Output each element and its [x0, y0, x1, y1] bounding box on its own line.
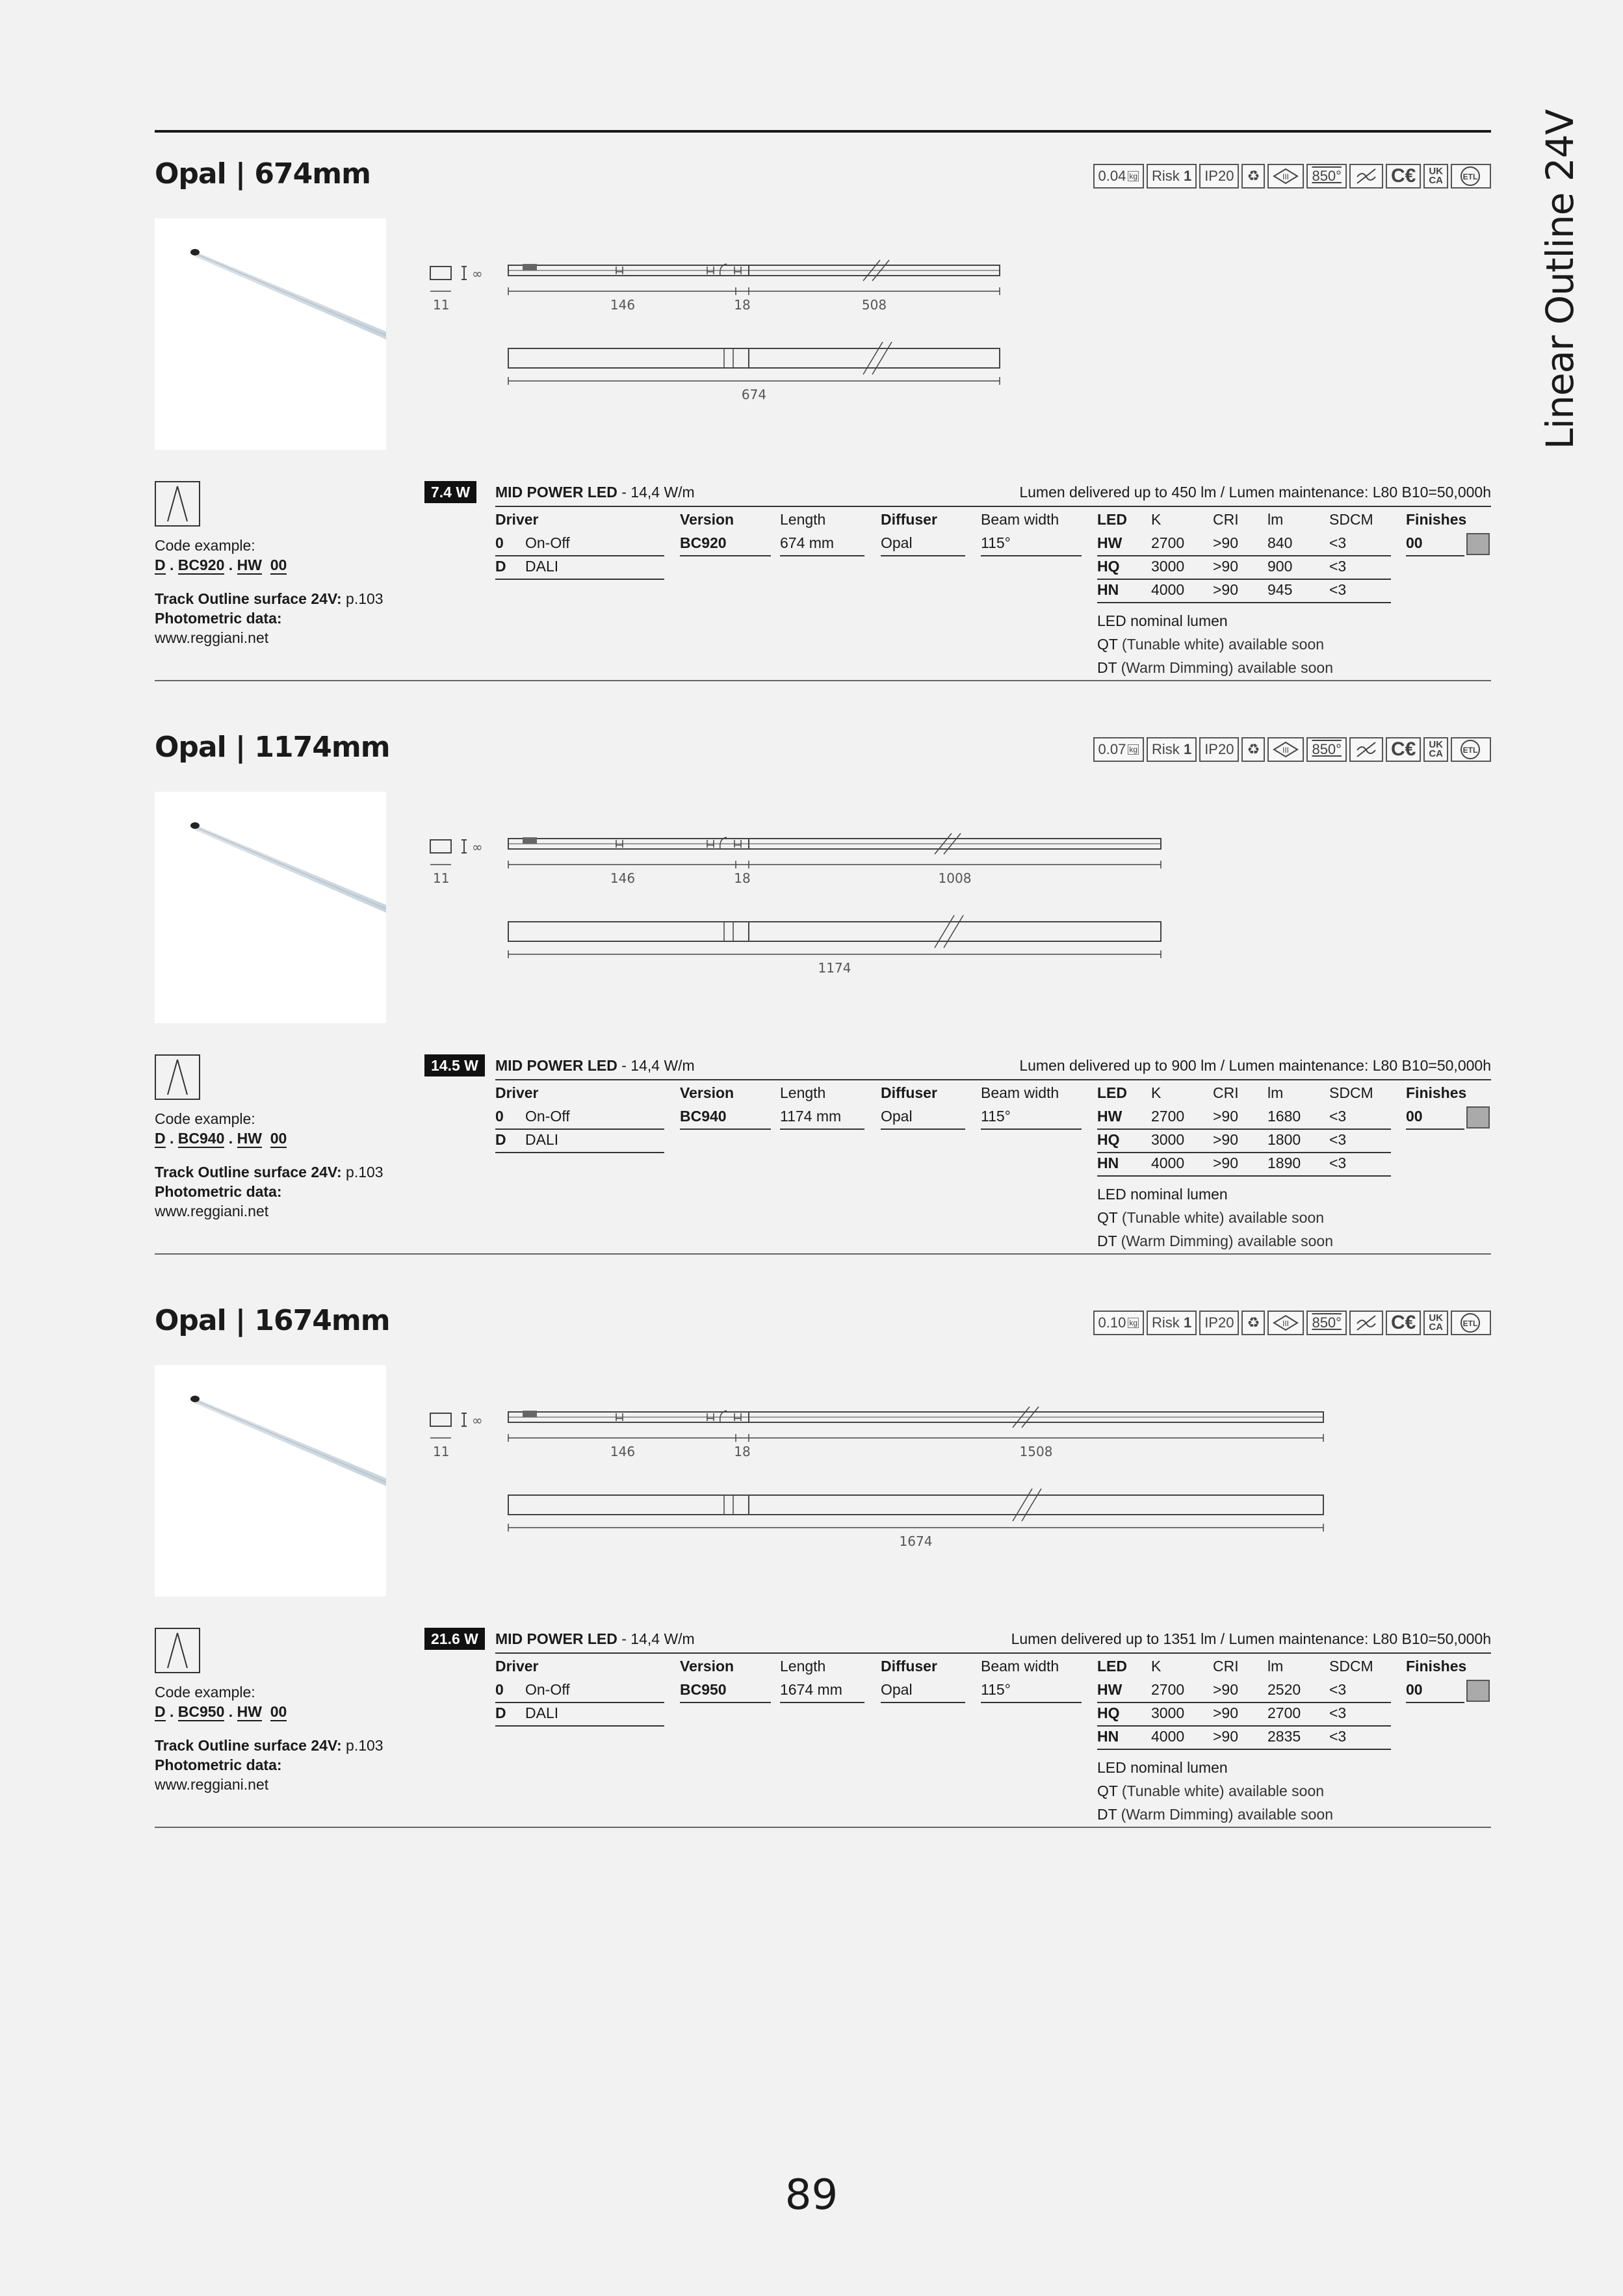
- etl-mark-icon: [1451, 164, 1491, 189]
- section-title: Opal | 1174mm: [155, 731, 390, 764]
- kelvin-value: 3000: [1151, 558, 1185, 575]
- diffuser-value: Opal: [881, 1681, 913, 1698]
- connector-icon: [523, 264, 537, 270]
- dimension-diagram: [428, 1383, 1442, 1552]
- led-code: HW: [1097, 534, 1123, 551]
- led-code: HQ: [1097, 1131, 1120, 1148]
- led-code: HN: [1097, 1155, 1119, 1171]
- kelvin-value: 4000: [1151, 1155, 1185, 1171]
- risk-badge: Risk 1: [1147, 737, 1197, 762]
- recycle-icon: ♻: [1241, 1311, 1265, 1335]
- wattage-badge: 14.5 W: [424, 1054, 485, 1076]
- no-dimmer-icon: [1349, 737, 1383, 762]
- side-title: Linear Outline 24V: [1538, 109, 1582, 450]
- code-example-block: [155, 1109, 415, 1221]
- dim-profile-width: 11: [433, 297, 450, 313]
- dim-total: 1174: [818, 960, 851, 976]
- class-iii-icon: [1267, 1311, 1304, 1335]
- recycle-icon: ♻: [1241, 164, 1265, 189]
- qt-note: QT (Tunable white) available soon: [1097, 636, 1325, 653]
- driver-code: 0: [495, 534, 504, 551]
- cri-header: CRI: [1213, 511, 1239, 528]
- dim-mid: 508: [861, 297, 887, 313]
- led-header: LED: [1097, 1084, 1127, 1101]
- driver-name: On-Off: [525, 1681, 570, 1698]
- connector-icon: [523, 1411, 537, 1417]
- lm-value: 900: [1267, 558, 1293, 575]
- website-link[interactable]: www.reggiani.net: [155, 1776, 269, 1793]
- dt-note: DT (Warm Dimming) available soon: [1097, 1233, 1333, 1249]
- lm-value: 2520: [1267, 1681, 1301, 1698]
- driver-header: Driver: [495, 511, 539, 528]
- lm-header: lm: [1267, 1658, 1284, 1675]
- led-code: HN: [1097, 1728, 1119, 1745]
- svg-text:III: III: [1282, 746, 1290, 755]
- driver-name: DALI: [525, 1704, 559, 1721]
- sdcm-value: <3: [1329, 1108, 1347, 1125]
- driver-name: On-Off: [525, 1108, 570, 1125]
- cri-value: >90: [1213, 581, 1239, 598]
- class-iii-icon: [1267, 164, 1304, 189]
- diffuser-header: Diffuser: [881, 1658, 937, 1675]
- lm-header: lm: [1267, 511, 1284, 528]
- driver-name: On-Off: [525, 534, 570, 551]
- certification-row: [1093, 1311, 1491, 1337]
- no-dimmer-icon: [1349, 164, 1383, 189]
- finishes-header: Finishes: [1406, 1084, 1467, 1101]
- photometric-label: Photometric data:: [155, 1756, 282, 1773]
- code-example-value: D . BC950 . HW 00: [155, 1703, 287, 1720]
- certification-row: [1093, 737, 1491, 763]
- lumen-info: Lumen delivered up to 900 lm / Lumen maintenance: L80 B10=50,000h: [1019, 1057, 1491, 1074]
- version-header: Version: [680, 1658, 734, 1675]
- driver-name: DALI: [525, 558, 559, 575]
- infinity-symbol: ∞: [472, 839, 483, 855]
- dim-18: 18: [734, 870, 751, 886]
- kelvin-header: K: [1151, 1084, 1162, 1101]
- driver-code: 0: [495, 1681, 504, 1698]
- kelvin-value: 3000: [1151, 1131, 1185, 1148]
- kelvin-value: 2700: [1151, 1681, 1185, 1698]
- dim-146: 146: [610, 297, 636, 313]
- dimension-diagram: [428, 237, 1442, 406]
- track-reference: Track Outline surface 24V: p.103: [155, 1737, 383, 1754]
- finishes-header: Finishes: [1406, 511, 1467, 528]
- svg-text:ETL: ETL: [1462, 172, 1478, 181]
- infinity-symbol: ∞: [472, 266, 483, 281]
- etl-mark-icon: [1451, 1311, 1491, 1335]
- dim-mid: 1508: [1019, 1444, 1053, 1459]
- product-section: [155, 706, 1491, 1278]
- photometric-label: Photometric data:: [155, 1183, 282, 1200]
- track-reference: Track Outline surface 24V: p.103: [155, 590, 383, 607]
- track-side-view: [508, 1407, 1323, 1428]
- version-code: BC940: [680, 1108, 727, 1125]
- diffuser-header: Diffuser: [881, 1084, 937, 1101]
- product-photo: [155, 218, 386, 450]
- table-top-rule: [495, 506, 1491, 507]
- section-title: Opal | 674mm: [155, 157, 370, 190]
- dim-profile-width: 11: [433, 870, 450, 886]
- track-side-view: [508, 833, 1161, 854]
- table-top-rule: [495, 1652, 1491, 1654]
- dt-note: DT (Warm Dimming) available soon: [1097, 1806, 1333, 1823]
- beam-header: Beam width: [981, 1084, 1059, 1101]
- sdcm-header: SDCM: [1329, 1084, 1373, 1101]
- product-section: [155, 133, 1491, 705]
- glow-wire-badge: 850°: [1306, 737, 1347, 762]
- code-example-value: D . BC920 . HW 00: [155, 556, 287, 573]
- photometric-label: Photometric data:: [155, 610, 282, 627]
- beam-header: Beam width: [981, 1658, 1059, 1675]
- sdcm-value: <3: [1329, 558, 1347, 575]
- sdcm-value: <3: [1329, 1704, 1347, 1721]
- lumen-info: Lumen delivered up to 450 lm / Lumen maintenance: L80 B10=50,000h: [1019, 484, 1491, 501]
- sdcm-value: <3: [1329, 1728, 1347, 1745]
- cri-value: >90: [1213, 534, 1239, 551]
- weight-badge: 0.04 kg: [1093, 164, 1145, 189]
- dim-profile-width: 11: [433, 1444, 450, 1459]
- dim-18: 18: [734, 1444, 751, 1459]
- finishes-header: Finishes: [1406, 1658, 1467, 1675]
- ip-badge: IP20: [1199, 164, 1239, 189]
- svg-text:ETL: ETL: [1462, 746, 1478, 755]
- etl-mark-icon: [1451, 737, 1491, 762]
- website-link[interactable]: www.reggiani.net: [155, 1203, 269, 1220]
- wattage-badge: 7.4 W: [424, 481, 476, 503]
- qt-note: QT (Tunable white) available soon: [1097, 1209, 1325, 1226]
- led-header: LED: [1097, 1658, 1127, 1675]
- svg-text:ETL: ETL: [1462, 1319, 1478, 1328]
- cri-value: >90: [1213, 558, 1239, 575]
- power-type: MID POWER LED - 14,4 W/m: [495, 1057, 695, 1074]
- length-value: 1674 mm: [780, 1681, 842, 1698]
- product-photo: [155, 1365, 386, 1597]
- length-header: Length: [780, 511, 826, 528]
- lm-header: lm: [1267, 1084, 1284, 1101]
- cri-value: >90: [1213, 1155, 1239, 1171]
- ip-badge: IP20: [1199, 737, 1239, 762]
- lm-value: 840: [1267, 534, 1293, 551]
- driver-name: DALI: [525, 1131, 559, 1148]
- kelvin-value: 4000: [1151, 581, 1185, 598]
- led-nominal-note: LED nominal lumen: [1097, 1759, 1228, 1776]
- class-iii-icon: [1267, 737, 1304, 762]
- lm-value: 1890: [1267, 1155, 1301, 1171]
- driver-code: D: [495, 558, 506, 575]
- weight-badge: 0.10 kg: [1093, 1311, 1145, 1335]
- ip-badge: IP20: [1199, 1311, 1239, 1335]
- infinity-symbol: ∞: [472, 1413, 483, 1428]
- finish-swatch: [1466, 533, 1490, 555]
- lm-value: 945: [1267, 581, 1293, 598]
- beam-value: 115°: [981, 1681, 1011, 1698]
- dim-total: 1674: [899, 1533, 933, 1549]
- diffuser-header: Diffuser: [881, 511, 937, 528]
- cri-value: >90: [1213, 1681, 1239, 1698]
- section-title: Opal | 1674mm: [155, 1304, 390, 1337]
- code-example-label: Code example:: [155, 1110, 255, 1127]
- driver-code: D: [495, 1704, 506, 1721]
- led-code: HW: [1097, 1108, 1123, 1125]
- sdcm-header: SDCM: [1329, 511, 1373, 528]
- driver-header: Driver: [495, 1084, 539, 1101]
- beam-shape-icon: [155, 1628, 200, 1673]
- power-type: MID POWER LED - 14,4 W/m: [495, 484, 695, 501]
- diffuser-value: Opal: [881, 1108, 913, 1125]
- led-code: HQ: [1097, 1704, 1120, 1721]
- beam-value: 115°: [981, 1108, 1011, 1125]
- glow-wire-badge: 850°: [1306, 164, 1347, 189]
- cri-header: CRI: [1213, 1658, 1239, 1675]
- section-divider: [155, 1253, 1491, 1255]
- led-nominal-note: LED nominal lumen: [1097, 1186, 1228, 1203]
- connector-icon: [523, 837, 537, 844]
- svg-text:III: III: [1282, 1319, 1290, 1328]
- led-code: HN: [1097, 581, 1119, 598]
- code-example-block: [155, 536, 415, 647]
- wattage-badge: 21.6 W: [424, 1628, 485, 1650]
- kelvin-value: 4000: [1151, 1728, 1185, 1745]
- length-header: Length: [780, 1084, 826, 1101]
- diffuser-view: [508, 1489, 1323, 1521]
- version-code: BC950: [680, 1681, 727, 1698]
- lumen-info: Lumen delivered up to 1351 lm / Lumen maintenance: L80 B10=50,000h: [1011, 1630, 1491, 1647]
- beam-shape-icon: [155, 1054, 200, 1100]
- certification-row: [1093, 164, 1491, 190]
- dim-total: 674: [741, 387, 767, 402]
- diffuser-value: Opal: [881, 534, 913, 551]
- ce-mark-icon: C€: [1386, 164, 1421, 189]
- dim-18: 18: [734, 297, 751, 313]
- product-photo: [155, 792, 386, 1023]
- page-number: 89: [785, 2171, 838, 2219]
- length-value: 674 mm: [780, 534, 835, 551]
- lm-value: 1800: [1267, 1131, 1301, 1148]
- ukca-mark-icon: UK CA: [1423, 164, 1448, 189]
- code-example-label: Code example:: [155, 1684, 255, 1701]
- cri-value: >90: [1213, 1108, 1239, 1125]
- code-example-block: [155, 1682, 415, 1794]
- risk-badge: Risk 1: [1147, 1311, 1197, 1335]
- sdcm-value: <3: [1329, 581, 1347, 598]
- cri-value: >90: [1213, 1728, 1239, 1745]
- lm-value: 2835: [1267, 1728, 1301, 1745]
- sdcm-value: <3: [1329, 1681, 1347, 1698]
- svg-text:III: III: [1282, 172, 1290, 181]
- ce-mark-icon: C€: [1386, 737, 1421, 762]
- product-section: [155, 1279, 1491, 1851]
- sdcm-value: <3: [1329, 1131, 1347, 1148]
- beam-shape-icon: [155, 481, 200, 527]
- length-value: 1174 mm: [780, 1108, 842, 1125]
- finish-code: 00: [1406, 1681, 1423, 1698]
- track-side-view: [508, 260, 1000, 281]
- glow-wire-badge: 850°: [1306, 1311, 1347, 1335]
- sdcm-value: <3: [1329, 1155, 1347, 1171]
- cri-header: CRI: [1213, 1084, 1239, 1101]
- cri-value: >90: [1213, 1704, 1239, 1721]
- led-nominal-note: LED nominal lumen: [1097, 612, 1228, 629]
- lm-value: 1680: [1267, 1108, 1301, 1125]
- diffuser-view: [508, 915, 1161, 948]
- kelvin-header: K: [1151, 1658, 1162, 1675]
- finish-swatch: [1466, 1106, 1490, 1128]
- recycle-icon: ♻: [1241, 737, 1265, 762]
- diffuser-view: [508, 342, 1000, 374]
- beam-value: 115°: [981, 534, 1011, 551]
- dimension-diagram: [428, 810, 1442, 979]
- version-header: Version: [680, 511, 734, 528]
- track-reference: Track Outline surface 24V: p.103: [155, 1164, 383, 1181]
- power-type: MID POWER LED - 14,4 W/m: [495, 1630, 695, 1647]
- kelvin-value: 2700: [1151, 534, 1185, 551]
- finish-swatch: [1466, 1680, 1490, 1702]
- section-profile-icon: [430, 1413, 451, 1426]
- version-header: Version: [680, 1084, 734, 1101]
- led-header: LED: [1097, 511, 1127, 528]
- kelvin-value: 3000: [1151, 1704, 1185, 1721]
- code-example-value: D . BC940 . HW 00: [155, 1130, 287, 1147]
- table-top-rule: [495, 1079, 1491, 1080]
- dim-mid: 1008: [938, 870, 972, 886]
- section-profile-icon: [430, 840, 451, 853]
- beam-header: Beam width: [981, 511, 1059, 528]
- no-dimmer-icon: [1349, 1311, 1383, 1335]
- section-divider: [155, 680, 1491, 681]
- led-code: HW: [1097, 1681, 1123, 1698]
- website-link[interactable]: www.reggiani.net: [155, 629, 269, 646]
- ukca-mark-icon: UK CA: [1423, 1311, 1448, 1335]
- led-code: HQ: [1097, 558, 1120, 575]
- cri-value: >90: [1213, 1131, 1239, 1148]
- dim-146: 146: [610, 1444, 636, 1459]
- version-code: BC920: [680, 534, 727, 551]
- finish-code: 00: [1406, 1108, 1423, 1125]
- sdcm-value: <3: [1329, 534, 1347, 551]
- code-example-label: Code example:: [155, 537, 255, 554]
- finish-code: 00: [1406, 534, 1423, 551]
- weight-badge: 0.07 kg: [1093, 737, 1145, 762]
- ukca-mark-icon: UK CA: [1423, 737, 1448, 762]
- section-divider: [155, 1827, 1491, 1828]
- dt-note: DT (Warm Dimming) available soon: [1097, 659, 1333, 676]
- sdcm-header: SDCM: [1329, 1658, 1373, 1675]
- risk-badge: Risk 1: [1147, 164, 1197, 189]
- dim-146: 146: [610, 870, 636, 886]
- driver-code: 0: [495, 1108, 504, 1125]
- lm-value: 2700: [1267, 1704, 1301, 1721]
- driver-header: Driver: [495, 1658, 539, 1675]
- section-profile-icon: [430, 267, 451, 280]
- length-header: Length: [780, 1658, 826, 1675]
- qt-note: QT (Tunable white) available soon: [1097, 1782, 1325, 1799]
- ce-mark-icon: C€: [1386, 1311, 1421, 1335]
- kelvin-header: K: [1151, 511, 1162, 528]
- driver-code: D: [495, 1131, 506, 1148]
- kelvin-value: 2700: [1151, 1108, 1185, 1125]
